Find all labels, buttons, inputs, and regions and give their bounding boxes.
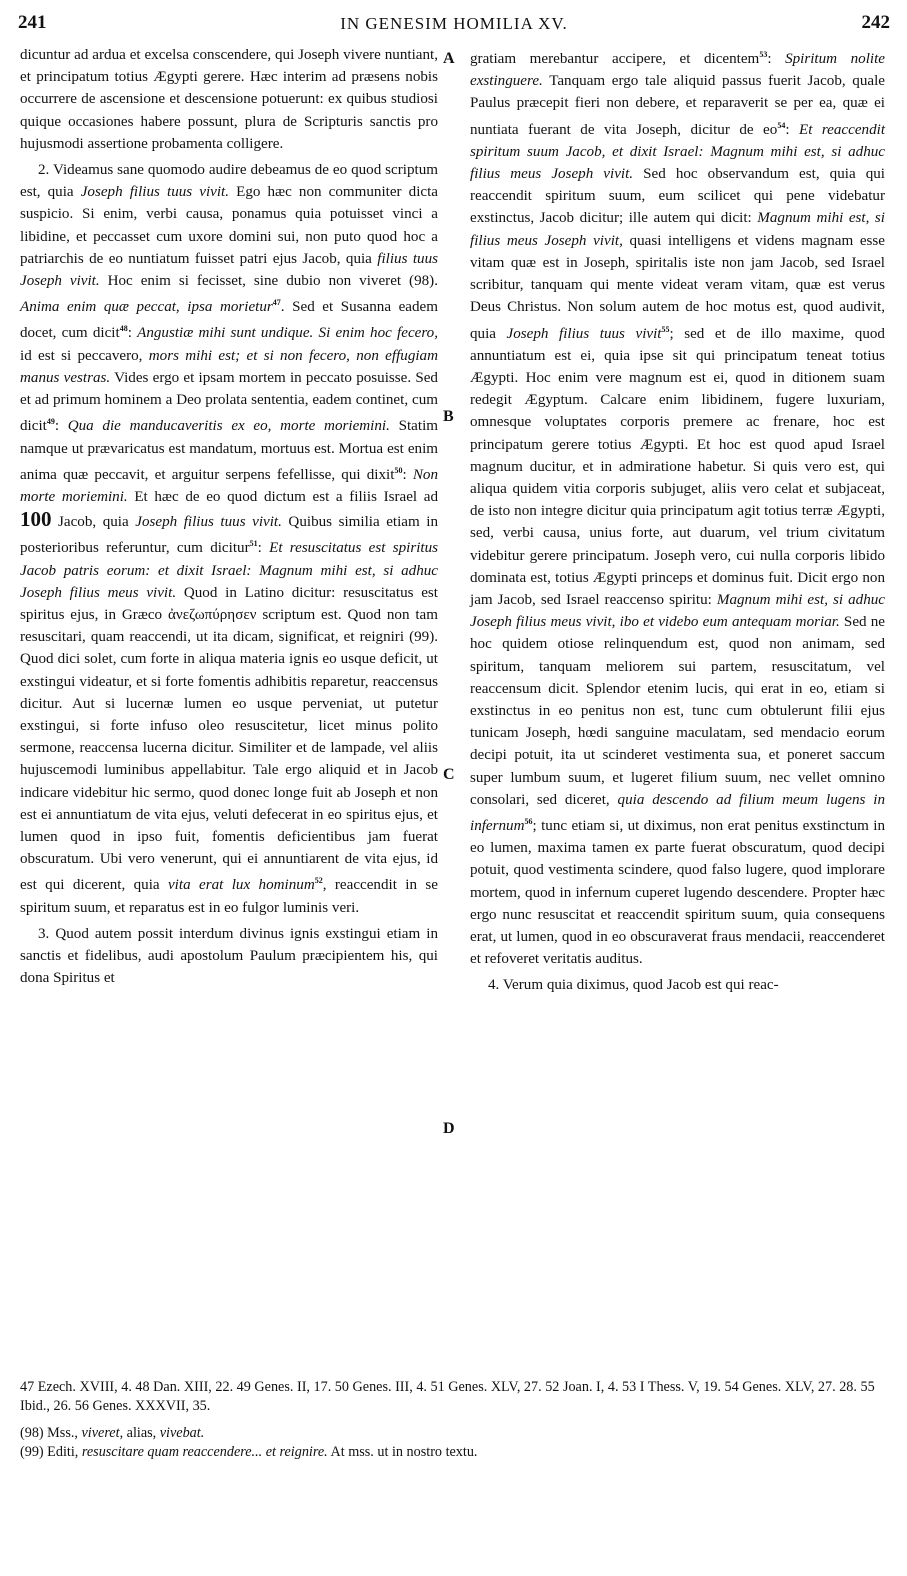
column-number-marker: 100 <box>20 507 52 532</box>
margin-letter-c: C <box>443 766 455 783</box>
paragraph-3: 3. Quod autem possit interdum divinus ignis exstingui etiam in sanctis et fidelibus, audi apostolum Paulum præcipientem his, qui dona Spiritus et <box>20 925 438 987</box>
footnote-ref: 50 <box>394 465 403 475</box>
page-number-left: 241 <box>18 12 47 33</box>
paragraph-4: 4. Verum quia diximus, quod Jacob est qui reac- <box>488 977 779 994</box>
paragraph-2: 2. Videamus sane quomodo audire debeamus de eo quod scriptum est, quia Joseph filius tuus vivit. Ego hæc non communiter dicta suspicio. Si enim, verbi causa, ponamus quia potuisset vinci a libidine, et peccasset cum uxore domini sui, non puto quod hoc a patriarchis de eo nuntiatum fuisset patri ejus Jacob, quia filius tuus Joseph vivit. Hoc enim si fecisset, sine dubio non viveret (98). Anima enim quæ peccat, ipsa morietur$^{47}$. Sed et Susanna eadem docet, cum dicit$^{48}$: Angustiæ mihi sunt undique. Si enim hoc fecero, id est si peccavero, mors mihi est; et si non fecero, non effugiam manus vestras. Vides ergo et ipsam mortem in peccato posuisse. Sed et ad primum hominem a Deo prolata sententia, eadem continet, cum dicit$^{49}$: Qua die manducaveritis ex eo, morte moriemini. Statim namque ut prævaricatus est mandatum, mortuus est. Mortua est enim anima quæ peccavit, et arguitur serpens fefellisse, qui dixit$^{50}$: Non morte moriemini. Et hæc de eo quod dictum est a filiis Israel ad 100 Jacob, quia Joseph filius tuus vivit. Quibus similia etiam in posterioribus referuntur, cum dicitur$^{51}$: Et resuscitatus est spiritus Jacob patris eorum: et dixit Israel: Magnum mihi est, si adhuc Joseph filius meus vivit. Quod in Latino dicitur: resuscitatus est spiritus ejus, in Græco ἀνεζωπύρησεν scriptum est. Quod non tam resuscitari, quam reaccendi, ut ita dicam, significat, et reigniri (99). Quod dici solet, cum forte in aliqua materia ignis eo usque deficit, ut exstingui videatur, et si forte fomentis adhibitis reparetur, reaccensus dicitur. Aut si lucernæ lumen eo usque perveniat, ut putetur exstingui, si forte infuso oleo resuscitetur, licet minus polito sermone, reaccensa lucerna dicitur. Similiter et de lampade, vel aliis hujuscemodi luminibus appellabitur. Tale ergo aliquid et in Jacob indicare videbitur hic sermo, quod donec longe fuit ab Joseph et non est ei annuntiatum de vita ejus, veluti defecerat in eo spiritus ejus, et lumen quod in ipso fuit, fomentis deficientibus jam fuerat obscuratum. Ubi vero venerunt, qui ei annuntiarent de vita ejus, id est qui dicerent, quia vita erat lux hominum$^{52}$, reaccendit in se spiritum suum, et reparatus est in eo fulgor luminis veri. <box>20 162 439 916</box>
paragraph-1: dicuntur ad ardua et excelsa conscendere, qui Joseph vivere nuntiant, et principatum totius Ægypti gerere. Hæc interim ad præsens nobis occurrere de ascensione et descensione potuerunt: ex quibus studiosi quique occasiones habere possunt, plura de Scripturis sanctis pro hujusmodi assertione probamenta colligere. <box>20 47 438 152</box>
footnote-99: (99) Editi, resuscitare quam reaccendere... et reignire. At mss. ut in nostro textu. <box>20 1444 478 1460</box>
footnote-ref: 51 <box>249 539 258 549</box>
footnotes <box>20 1378 885 1462</box>
right-column <box>470 44 885 997</box>
margin-letter-b: B <box>443 408 454 425</box>
running-title: IN GENESIM HOMILIA XV. <box>340 14 568 33</box>
paragraph-3-continued: gratiam merebantur accipere, et dicentem$^{53}$: Spiritum nolite exstinguere. Tanquam ergo tale aliquid passus fuerit Jacob, quale Paulus præcepit fieri non debere, et reparaverit se per ea, quæ ei nuntiata fuerant de vita Joseph, dicitur de $eo^{54}$: Et reaccendit spiritum suum Jacob, et dixit Israel: Magnum mihi est, si adhuc filius meus Joseph vivit. Sed hoc observandum est, quia qui reaccendit spiritum suum, eum scilicet qui pene videbatur exstinctus, Jacob dicitur; ille autem qui dicit: Magnum mihi est, si filius meus Joseph vivit, quasi intelligens et videns magnam esse vitam quæ est in Joseph, spiritalis iste non jam Jacob, sed Israel scribitur, tanquam qui mente videat veram vitam, quæ est verus Deus Christus. Non solum autem de hoc motus est, quod audivit, quia Joseph filius tuus vivit$^{55}$; sed et de illo maxime, quod annuntiatum est ei, quia ipse sit qui principatum teneat totius Ægypti. Hoc enim vere magnum est ei, quod in ditionem suam redegit Ægyptum. Calcare enim libidinem, fugere luxuriam, omnesque voluptates corporis premere ac frenare, hoc est principatum gerere totius Ægypti. Et hoc est quod apud Israel magnum ducitur, et in admiratione habetur. Si quis vero est, qui aliqua quidem vitia corporis subjuget, aliis vero celat et subjaceat, de isto non integre dicitur quia principatum agit totius terræ Ægypti, sed, verbi causa, unius forte, aut duarum, vel trium civitatum videbitur gerere principatum. Joseph vero, cui nulla corporis libido dominata est, totius Ægypti princeps et dominus fuit. Dicit ergo non jam Jacob, sed Israel reaccenso spiritu: Magnum mihi est, si adhuc Joseph filius meus vivit, ibo et videbo eum antequam moriar. Sed ne hoc quidem otiose relinquendum est, quod non animam, sed spiritum, tanquam meliorem sui partem, resuscitatum, vel reaccensum dicit. Splendor etenim lucis, qui erat in eo, etiam si exstinctus in eo penitus non est, tunc cum obtulerunt filii ejus tunicam Joseph, hœdi sanguine maculatam, sed mendacio eorum decipi potuit, ita ut scinderet vestimenta sua, et poneret saccum super lumbum suum, et lugeret filium suum, nec vellet omnino consolari, sed diceret, quia descendo ad filium meum lugens in infernum$^{56}$; tunc etiam si, ut diximus, non erat penitus exstinctum in eo lumen, maxima tamen ex parte fuerat obscuratum, quod decipi potuit, quod vestimenta scindere, quod falso lugere, quod implorare mortem, quod in infernum cuperet lugendo descendere. Propter hæc ergo nunc resuscitat et reaccendit spiritum suum, quia consequens erat, ut lumen, quod in eo obscuraverat fraus mendacii, reaccenderet et refoveret veritatis auditus. <box>470 50 886 968</box>
footnote-98: (98) Mss., viveret, alias, vivebat. <box>20 1425 205 1441</box>
scripture-references: 47 Ezech. XVIII, 4. 48 Dan. XIII, 22. 49 Genes. II, 17. 50 Genes. III, 4. 51 Genes. XLV, 27. 52 Joan. I, 4. 53 I Thess. V, 19. 54 Genes. XLV, 27. 28. 55 Ibid., 26. 56 Genes. XXXVII, 35. <box>20 1379 875 1414</box>
page-number-right: 242 <box>861 12 890 33</box>
footnote-ref: 47 <box>272 298 281 308</box>
left-column <box>20 44 438 990</box>
footnote-ref: 48 <box>119 324 128 334</box>
footnote-ref: 53 <box>759 50 768 59</box>
footnote-ref: 55 <box>661 324 670 334</box>
margin-letter-a: A <box>443 50 455 67</box>
footnote-ref: 52 <box>314 876 323 886</box>
margin-letter-d: D <box>443 1120 455 1137</box>
footnote-ref: 49 <box>46 417 55 427</box>
page-header <box>14 12 894 38</box>
footnote-ref: 54 <box>777 120 786 130</box>
footnote-ref: 56 <box>524 817 533 826</box>
margin-markers <box>440 44 464 1144</box>
